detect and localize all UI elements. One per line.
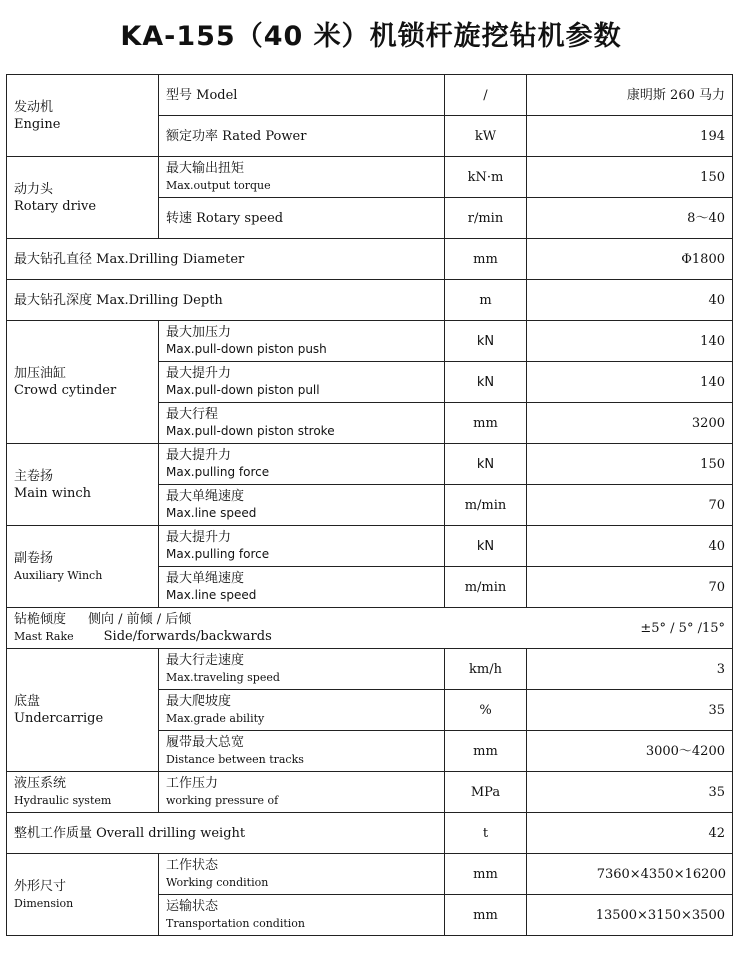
- param-label-en: working pressure of: [166, 794, 279, 807]
- spec-table: [6, 74, 733, 936]
- param-label: 额定功率 Rated Power: [159, 116, 445, 157]
- table-row: [7, 75, 733, 116]
- param-label: 型号 Model: [159, 75, 445, 116]
- param-label: [159, 444, 445, 485]
- mast-rake-label: [7, 608, 527, 649]
- category-cn: 加压油缸: [14, 366, 67, 381]
- param-label: [159, 895, 445, 936]
- category-en: Crowd cytinder: [14, 383, 117, 398]
- category-en: Dimension: [14, 896, 74, 910]
- param-unit: kN: [445, 362, 527, 403]
- param-label: [159, 772, 445, 813]
- param-label: [159, 321, 445, 362]
- category-engine: [7, 75, 159, 157]
- param-label-cn: 最大行程: [166, 407, 219, 422]
- param-label: [159, 157, 445, 198]
- param-label: 最大钻孔直径 Max.Drilling Diameter: [7, 239, 445, 280]
- param-unit: kN: [445, 321, 527, 362]
- category-en: Main winch: [14, 485, 92, 501]
- param-label-en: Max.pulling force: [166, 465, 270, 479]
- param-value: ±5° / 5° /15°: [527, 608, 733, 649]
- param-unit: t: [445, 813, 527, 854]
- param-value: 40: [527, 526, 733, 567]
- param-unit: mm: [445, 854, 527, 895]
- param-label: 转速 Rotary speed: [159, 198, 445, 239]
- param-label: [159, 567, 445, 608]
- param-value: 13500×3150×3500: [527, 895, 733, 936]
- param-label-cn: 最大单绳速度: [166, 571, 245, 586]
- param-value: 35: [527, 772, 733, 813]
- category-cn: 动力头: [14, 181, 54, 197]
- param-label-cn: 最大爬坡度: [166, 694, 232, 709]
- param-value: 42: [527, 813, 733, 854]
- param-label-en: Max.line speed: [166, 506, 257, 520]
- param-value: Φ1800: [527, 239, 733, 280]
- param-unit: kW: [445, 116, 527, 157]
- param-label-en: Max.pull-down piston stroke: [166, 424, 335, 438]
- param-label-cn: 最大单绳速度: [166, 489, 245, 504]
- table-row: [7, 321, 733, 362]
- param-label: [159, 485, 445, 526]
- param-value: 140: [527, 321, 733, 362]
- param-value: 35: [527, 690, 733, 731]
- mast-directions-en: Side/forwards/backwards: [103, 629, 272, 644]
- category-en: Hydraulic system: [14, 794, 112, 807]
- category-cn: 外形尺寸: [14, 878, 67, 894]
- param-label-en: Max.pull-down piston pull: [166, 383, 320, 397]
- category-undercarriage: [7, 649, 159, 772]
- param-label-en: Working condition: [166, 876, 269, 889]
- table-row: [7, 444, 733, 485]
- table-row: [7, 526, 733, 567]
- param-label-en: Max.traveling speed: [166, 671, 280, 684]
- table-row: [7, 813, 733, 854]
- param-value: 8～40: [527, 198, 733, 239]
- param-label: [159, 854, 445, 895]
- category-en: Undercarrige: [14, 711, 104, 726]
- category-main-winch: [7, 444, 159, 526]
- table-row: [7, 649, 733, 690]
- param-unit: mm: [445, 731, 527, 772]
- param-label-en: Distance between tracks: [166, 753, 304, 766]
- param-label-cn: 最大行走速度: [166, 653, 245, 668]
- param-value: 70: [527, 485, 733, 526]
- param-label: [159, 362, 445, 403]
- category-dimension: [7, 854, 159, 936]
- param-label-en: Max.grade ability: [166, 712, 265, 725]
- param-value: 3000～4200: [527, 731, 733, 772]
- param-unit: mm: [445, 403, 527, 444]
- param-value: 7360×4350×16200: [527, 854, 733, 895]
- table-row: [7, 239, 733, 280]
- param-label: [159, 731, 445, 772]
- param-label-cn: 工作状态: [166, 858, 219, 873]
- param-label-cn: 最大提升力: [166, 366, 232, 381]
- param-label-cn: 运输状态: [166, 899, 219, 914]
- mast-directions-cn: 侧向 / 前倾 / 后倾: [88, 612, 192, 627]
- category-cn: 发动机: [14, 99, 54, 115]
- category-crowd: [7, 321, 159, 444]
- category-hydraulic: [7, 772, 159, 813]
- category-cn: 液压系统: [14, 776, 67, 791]
- param-unit: /: [445, 75, 527, 116]
- page-title: KA-155（40 米）机锁杆旋挖钻机参数: [120, 21, 622, 52]
- param-value: 150: [527, 444, 733, 485]
- table-row: [7, 280, 733, 321]
- param-label: [159, 649, 445, 690]
- category-cn: 副卷扬: [14, 550, 54, 566]
- param-value: 140: [527, 362, 733, 403]
- param-label-cn: 最大提升力: [166, 448, 232, 463]
- param-unit: kN: [445, 444, 527, 485]
- param-value: 40: [527, 280, 733, 321]
- param-label: [159, 403, 445, 444]
- category-en: Auxiliary Winch: [14, 568, 103, 582]
- param-label-cn: 最大加压力: [166, 325, 232, 340]
- param-value: 194: [527, 116, 733, 157]
- category-en: Engine: [14, 116, 61, 132]
- category-cn: 底盘: [14, 694, 41, 709]
- param-label: 整机工作质量 Overall drilling weight: [7, 813, 445, 854]
- param-label: [159, 690, 445, 731]
- param-label-en: Max.pull-down piston push: [166, 342, 327, 356]
- category-rotary: [7, 157, 159, 239]
- table-row: [7, 157, 733, 198]
- table-row: [7, 772, 733, 813]
- table-row: [7, 608, 733, 649]
- param-unit: m: [445, 280, 527, 321]
- param-label-en: Max.pulling force: [166, 547, 270, 561]
- param-unit: r/min: [445, 198, 527, 239]
- param-value: 康明斯 260 马力: [527, 75, 733, 116]
- param-label-cn: 最大提升力: [166, 530, 232, 545]
- table-row: [7, 854, 733, 895]
- param-unit: MPa: [445, 772, 527, 813]
- param-label-en: Transportation condition: [166, 917, 305, 930]
- param-unit: mm: [445, 239, 527, 280]
- param-label-cn: 最大输出扭矩: [166, 161, 245, 176]
- param-unit: %: [445, 690, 527, 731]
- param-label-cn: 工作压力: [166, 776, 219, 791]
- param-value: 70: [527, 567, 733, 608]
- param-value: 3: [527, 649, 733, 690]
- category-en: Rotary drive: [14, 198, 97, 214]
- param-label: 最大钻孔深度 Max.Drilling Depth: [7, 280, 445, 321]
- param-value: 150: [527, 157, 733, 198]
- category-en: Mast Rake: [14, 630, 74, 643]
- param-label-en: Max.output torque: [166, 179, 271, 192]
- param-value: 3200: [527, 403, 733, 444]
- param-unit: mm: [445, 895, 527, 936]
- category-cn: 钻桅倾度: [14, 612, 67, 627]
- param-unit: m/min: [445, 567, 527, 608]
- param-label: [159, 526, 445, 567]
- param-label-cn: 履带最大总宽: [166, 735, 245, 750]
- category-aux-winch: [7, 526, 159, 608]
- param-unit: m/min: [445, 485, 527, 526]
- param-unit: kN·m: [445, 157, 527, 198]
- param-unit: km/h: [445, 649, 527, 690]
- param-label-en: Max.line speed: [166, 588, 257, 602]
- category-cn: 主卷扬: [14, 468, 54, 484]
- param-unit: kN: [445, 526, 527, 567]
